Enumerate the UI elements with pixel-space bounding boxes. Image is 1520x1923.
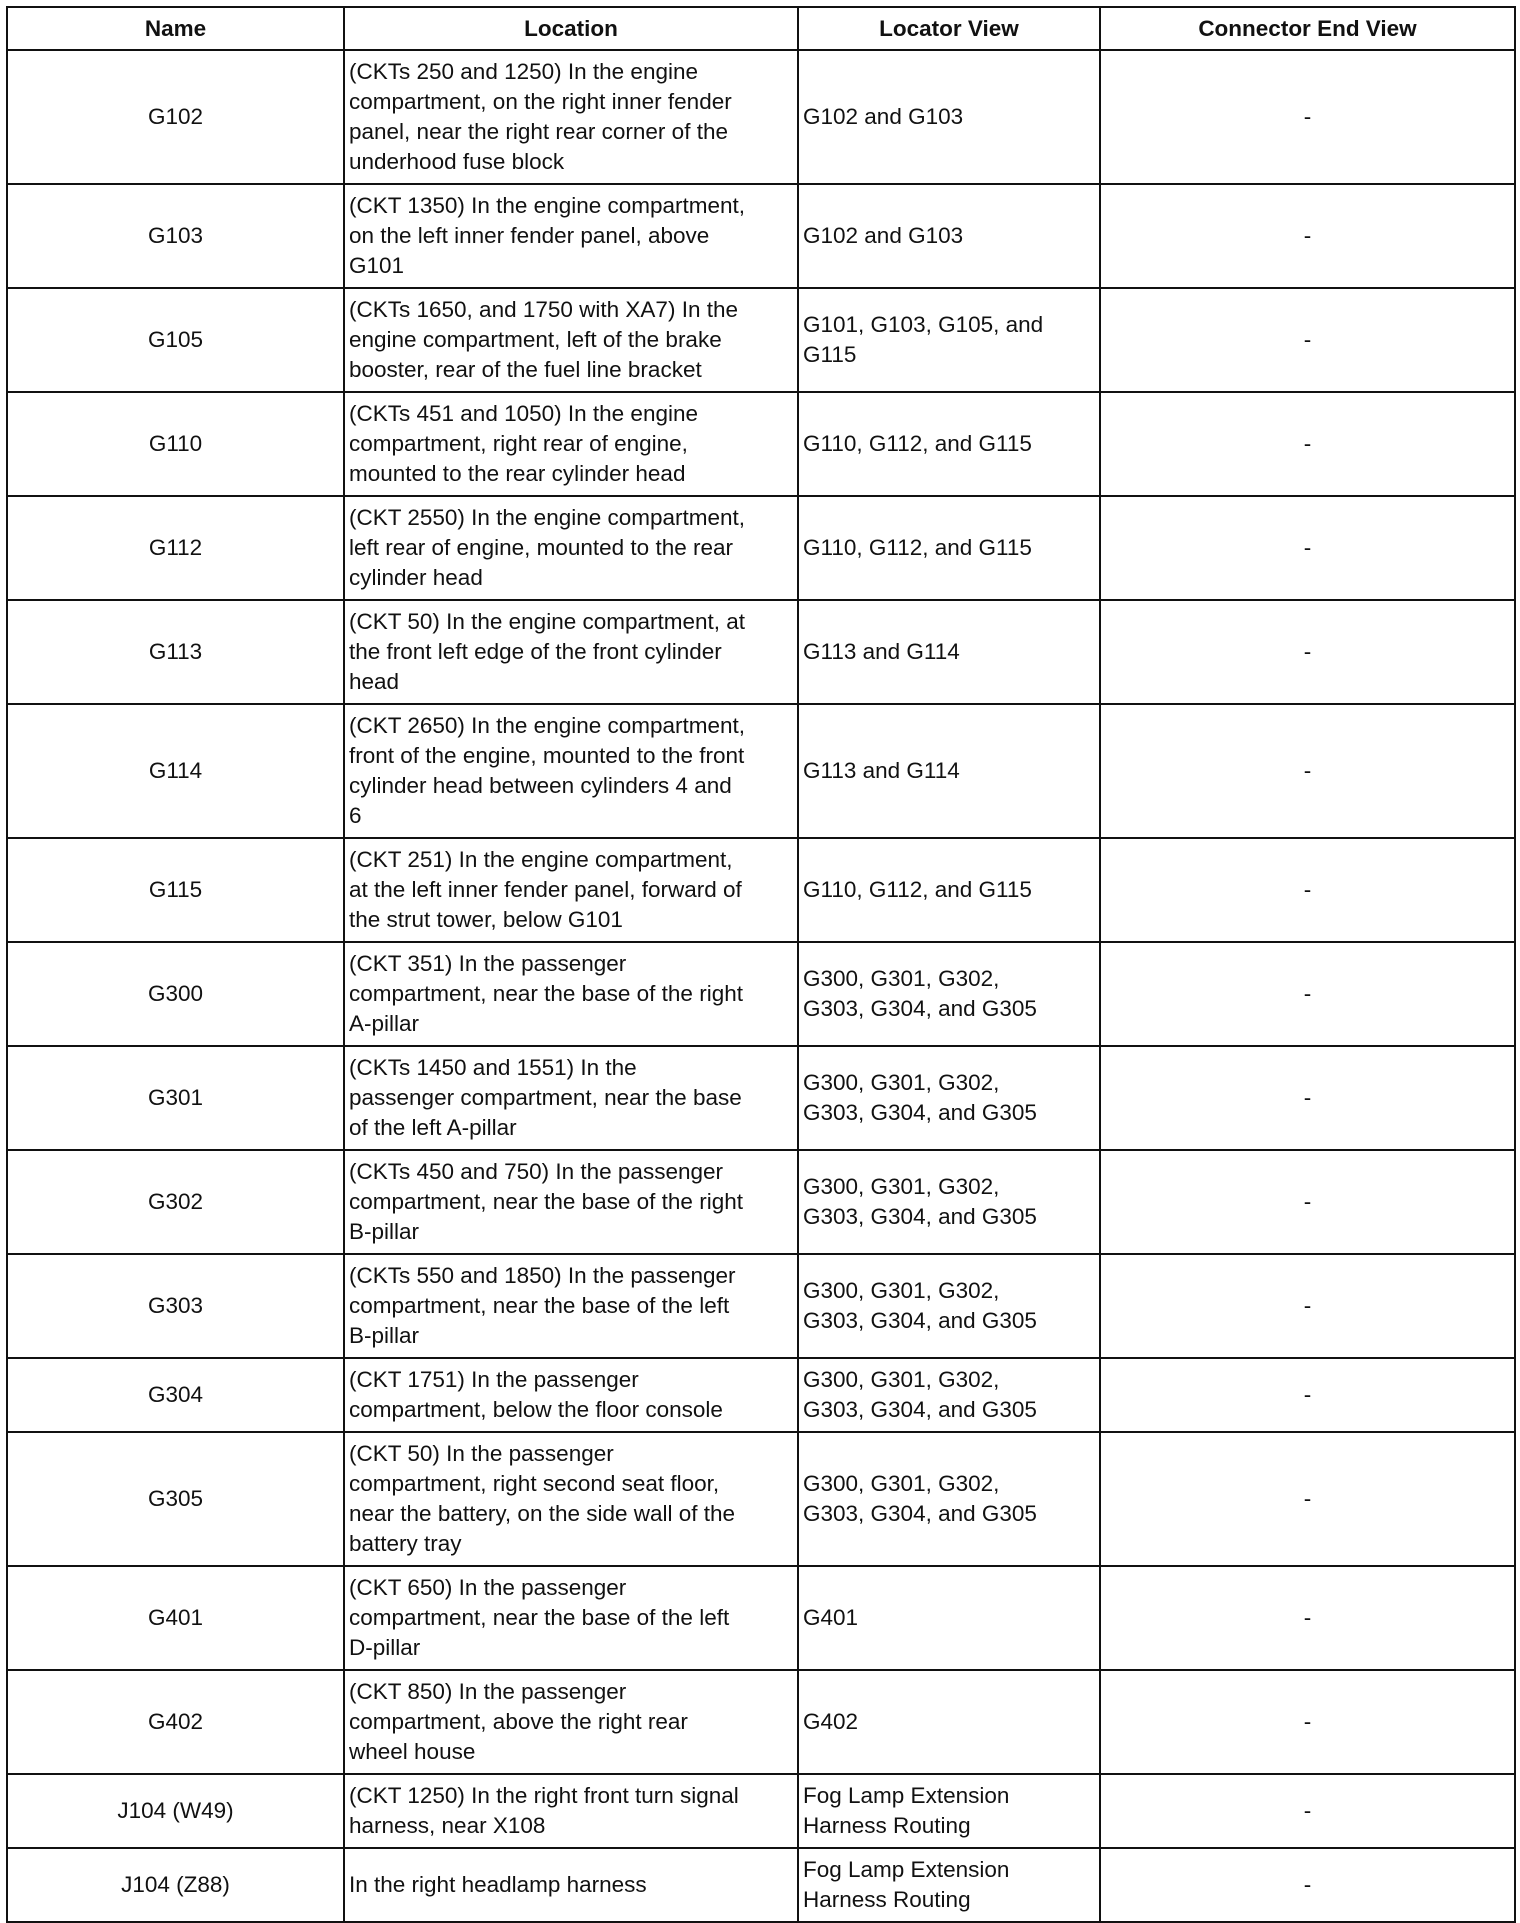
name-cell: G402 <box>7 1670 344 1774</box>
table-row <box>7 1432 1515 1566</box>
locator-view-cell: G300, G301, G302, G303, G304, and G305 <box>798 1358 1100 1432</box>
location-cell: In the right headlamp harness <box>344 1848 798 1922</box>
table-row <box>7 1774 1515 1848</box>
table-row <box>7 1358 1515 1432</box>
connector-end-view-cell: - <box>1100 496 1515 600</box>
locator-view-cell: G101, G103, G105, and G115 <box>798 288 1100 392</box>
connector-end-view-cell: - <box>1100 838 1515 942</box>
locator-view-cell: G300, G301, G302, G303, G304, and G305 <box>798 942 1100 1046</box>
connector-end-view-cell: - <box>1100 184 1515 288</box>
connector-end-view-cell: - <box>1100 288 1515 392</box>
table-row <box>7 1046 1515 1150</box>
table-row <box>7 838 1515 942</box>
locator-view-cell: G300, G301, G302, G303, G304, and G305 <box>798 1046 1100 1150</box>
location-cell: (CKT 850) In the passenger compartment, above the right rear wheel house <box>344 1670 798 1774</box>
name-cell: J104 (W49) <box>7 1774 344 1848</box>
table-row <box>7 1566 1515 1670</box>
location-cell: (CKT 50) In the passenger compartment, right second seat floor, near the battery, on the side wall of the battery tray <box>344 1432 798 1566</box>
connector-end-view-cell: - <box>1100 1046 1515 1150</box>
locator-view-cell: G401 <box>798 1566 1100 1670</box>
header-location: Location <box>344 7 798 50</box>
connector-end-view-cell: - <box>1100 1254 1515 1358</box>
table-row <box>7 1848 1515 1922</box>
locator-view-cell: G402 <box>798 1670 1100 1774</box>
connector-end-view-cell: - <box>1100 704 1515 838</box>
connector-end-view-cell: - <box>1100 50 1515 184</box>
location-cell: (CKT 2650) In the engine compartment, front of the engine, mounted to the front cylinder head between cylinders 4 and 6 <box>344 704 798 838</box>
locator-view-cell: G102 and G103 <box>798 50 1100 184</box>
name-cell: G114 <box>7 704 344 838</box>
locator-view-cell: G300, G301, G302, G303, G304, and G305 <box>798 1150 1100 1254</box>
locator-view-cell: G102 and G103 <box>798 184 1100 288</box>
table-row <box>7 942 1515 1046</box>
header-connector-end-view: Connector End View <box>1100 7 1515 50</box>
location-cell: (CKT 251) In the engine compartment, at the left inner fender panel, forward of the strut tower, below G101 <box>344 838 798 942</box>
ground-locations-table <box>6 6 1516 1923</box>
locator-view-cell: Fog Lamp Extension Harness Routing <box>798 1774 1100 1848</box>
name-cell: G401 <box>7 1566 344 1670</box>
name-cell: G302 <box>7 1150 344 1254</box>
table-row <box>7 392 1515 496</box>
header-row <box>7 7 1515 50</box>
table-row <box>7 1670 1515 1774</box>
connector-end-view-cell: - <box>1100 392 1515 496</box>
header-locator-view: Locator View <box>798 7 1100 50</box>
name-cell: G103 <box>7 184 344 288</box>
connector-end-view-cell: - <box>1100 942 1515 1046</box>
name-cell: G115 <box>7 838 344 942</box>
location-cell: (CKTs 451 and 1050) In the engine compartment, right rear of engine, mounted to the rear cylinder head <box>344 392 798 496</box>
location-cell: (CKTs 550 and 1850) In the passenger compartment, near the base of the left B-pillar <box>344 1254 798 1358</box>
header-name: Name <box>7 7 344 50</box>
connector-end-view-cell: - <box>1100 1848 1515 1922</box>
locator-view-cell: G300, G301, G302, G303, G304, and G305 <box>798 1432 1100 1566</box>
location-cell: (CKT 50) In the engine compartment, at the front left edge of the front cylinder head <box>344 600 798 704</box>
name-cell: G305 <box>7 1432 344 1566</box>
location-cell: (CKT 351) In the passenger compartment, near the base of the right A-pillar <box>344 942 798 1046</box>
connector-end-view-cell: - <box>1100 600 1515 704</box>
table-row <box>7 704 1515 838</box>
name-cell: G303 <box>7 1254 344 1358</box>
location-cell: (CKT 1350) In the engine compartment, on the left inner fender panel, above G101 <box>344 184 798 288</box>
location-cell: (CKT 1751) In the passenger compartment, below the floor console <box>344 1358 798 1432</box>
table-row <box>7 288 1515 392</box>
table-row <box>7 600 1515 704</box>
connector-end-view-cell: - <box>1100 1358 1515 1432</box>
name-cell: G110 <box>7 392 344 496</box>
location-cell: (CKTs 250 and 1250) In the engine compartment, on the right inner fender panel, near the right rear corner of the underhood fuse block <box>344 50 798 184</box>
locator-view-cell: G113 and G114 <box>798 704 1100 838</box>
name-cell: G300 <box>7 942 344 1046</box>
name-cell: G105 <box>7 288 344 392</box>
table-row <box>7 496 1515 600</box>
table-row <box>7 184 1515 288</box>
name-cell: G102 <box>7 50 344 184</box>
location-cell: (CKTs 1650, and 1750 with XA7) In the engine compartment, left of the brake booster, rear of the fuel line bracket <box>344 288 798 392</box>
name-cell: G113 <box>7 600 344 704</box>
locator-view-cell: G113 and G114 <box>798 600 1100 704</box>
table-row <box>7 1254 1515 1358</box>
locator-view-cell: G300, G301, G302, G303, G304, and G305 <box>798 1254 1100 1358</box>
connector-end-view-cell: - <box>1100 1670 1515 1774</box>
name-cell: J104 (Z88) <box>7 1848 344 1922</box>
table-row <box>7 50 1515 184</box>
table-row <box>7 1150 1515 1254</box>
locator-view-cell: G110, G112, and G115 <box>798 838 1100 942</box>
locator-view-cell: Fog Lamp Extension Harness Routing <box>798 1848 1100 1922</box>
name-cell: G112 <box>7 496 344 600</box>
name-cell: G304 <box>7 1358 344 1432</box>
location-cell: (CKTs 450 and 750) In the passenger compartment, near the base of the right B-pillar <box>344 1150 798 1254</box>
connector-end-view-cell: - <box>1100 1150 1515 1254</box>
connector-end-view-cell: - <box>1100 1566 1515 1670</box>
location-cell: (CKT 1250) In the right front turn signal harness, near X108 <box>344 1774 798 1848</box>
name-cell: G301 <box>7 1046 344 1150</box>
location-cell: (CKTs 1450 and 1551) In the passenger compartment, near the base of the left A-pillar <box>344 1046 798 1150</box>
locator-view-cell: G110, G112, and G115 <box>798 392 1100 496</box>
locator-view-cell: G110, G112, and G115 <box>798 496 1100 600</box>
location-cell: (CKT 650) In the passenger compartment, near the base of the left D-pillar <box>344 1566 798 1670</box>
connector-end-view-cell: - <box>1100 1432 1515 1566</box>
connector-end-view-cell: - <box>1100 1774 1515 1848</box>
location-cell: (CKT 2550) In the engine compartment, left rear of engine, mounted to the rear cylinder head <box>344 496 798 600</box>
